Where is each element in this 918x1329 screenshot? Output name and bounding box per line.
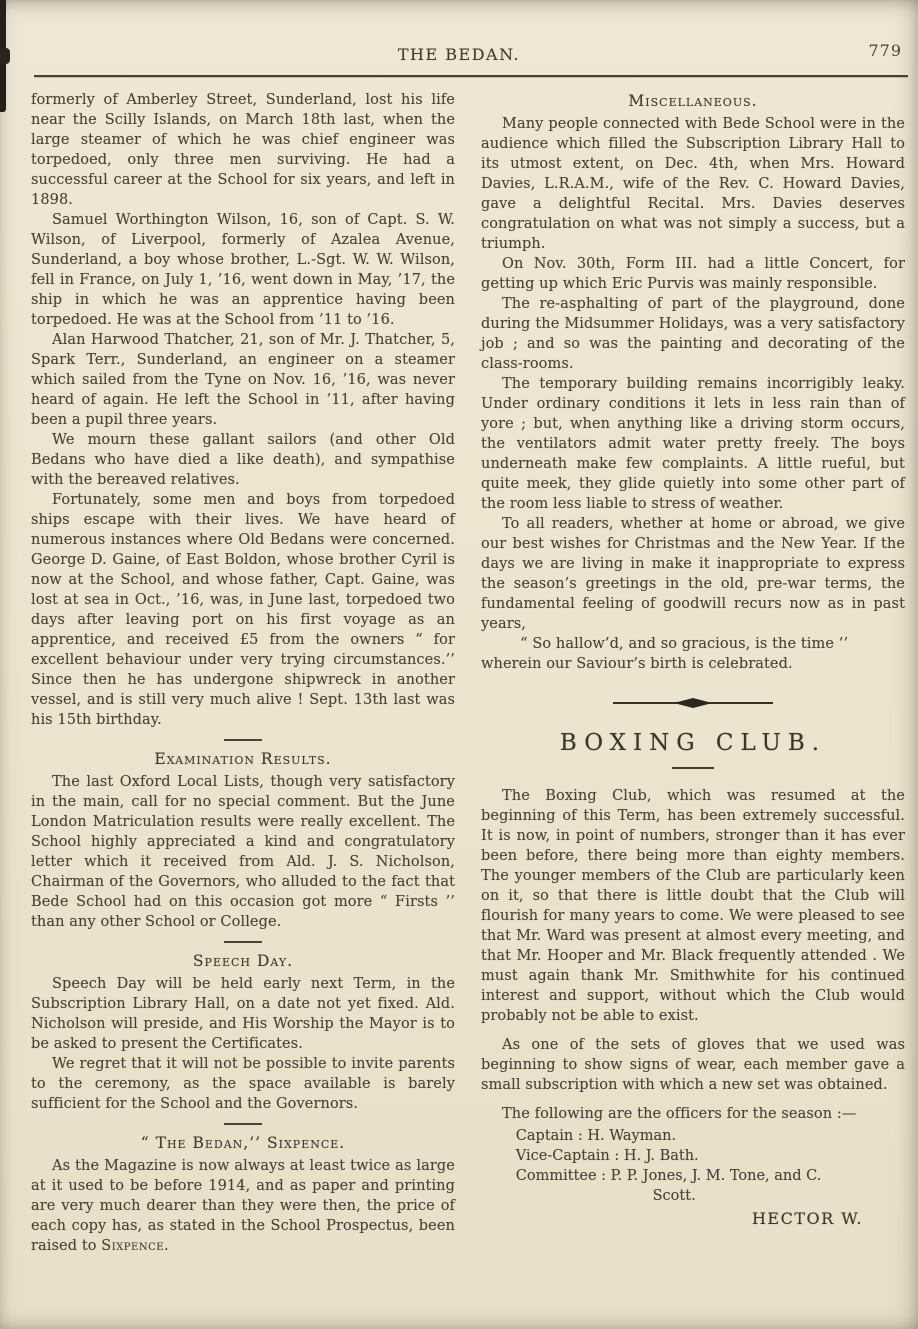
officers-list xyxy=(516,1126,905,1206)
paragraph-boxing-1: The Boxing Club, which was resumed at the beginning of this Term, has been extremely successful. It is now, in point of numbers, stronger than it has ever been before, there being more than eighty members. The younger members of the Club are particularly keen on it, so that there is little doubt that the Club will flourish for many years to come. We were pleased to see that Mr. Ward was present at almost every meeting, and that Mr. Hooper and Mr. Black frequently attended . We must again thank Mr. Smithwhite for his continued interest and support, without which the Club would probably not be able to exist. xyxy=(481,788,905,1024)
page-title: THE BEDAN. xyxy=(397,45,521,64)
paragraph-speech-day-1: Speech Day will be held early next Term, in the Subscription Library Hall, on a date not yet fixed. Ald. Nicholson will preside, and His Worship the Mayor is to be asked to present the Certificates. xyxy=(31,976,455,1052)
section-heading-bedan-sixpence: “ The Bedan,’’ Sixpence. xyxy=(140,1134,346,1152)
paragraph-sixpence xyxy=(31,1156,455,1256)
officer-committee-line2: Scott. xyxy=(652,1188,696,1204)
two-column-layout xyxy=(31,90,905,1256)
page-header xyxy=(0,0,918,63)
paragraph-obituary-continuation: formerly of Amberley Street, Sunderland, lost his life near the Scilly Islands, on March 18th last, when the large steamer of which he was chief engineer was torpedoed, only three men surviving. He had a successful career at the School for six years, and left in 1898. xyxy=(31,92,455,208)
paragraph-sixpence-text: As the Magazine is now always at least twice as large at it used to be before 1914, and as paper and printing are very much dearer than they were then, the price of each copy has, as stated in the School Prospectus, been raised to xyxy=(31,1158,455,1254)
quote-continuation: wherein our Saviour’s birth is celebrated. xyxy=(481,656,793,672)
paragraph-examination-results: The last Oxford Local Lists, though very satisfactory in the main, call for no special comment. But the June London Matriculation results were really excellent. The School highly appreciated a kind and congratulatory letter which it received from Ald. J. S. Nicholson, Chairman of the Governors, who alluded to the fact that Bede School had on this occasion got more “ Firsts ’’ than any other School or College. xyxy=(31,774,455,930)
article-title-rule xyxy=(672,767,714,769)
paragraph-fortunately: Fortunately, some men and boys from torpedoed ships escape with their lives. We have heard of numerous instances where Old Bedans were concerned. George D. Gaine, of East Boldon, whose brother Cyril is now at the School, and whose father, Capt. Gaine, was lost at sea in Oct., ’16, was, in June last, torpedoed two days after leaving port on his first voyage as an apprentice, and received £5 from the owners “ for excellent behaviour under very trying circumstances.’’ Since then he has undergone shipwreck in another vessel, and is still very much alive ! Sept. 13th last was his 15th birthday. xyxy=(31,492,455,728)
paragraph-samuel-wilson: Samuel Worthington Wilson, 16, son of Capt. S. W. Wilson, of Liverpool, formerly of Azalea Avenue, Sunderland, a boy whose brother, L.-Sgt. W. W. Wilson, fell in France, on July 1, ’16, went down in May, ’17, the ship in which he was an apprentice having been torpedoed. He was at the School from ’11 to ’16. xyxy=(31,212,455,328)
header-rule xyxy=(34,75,908,77)
paragraph-we-mourn: We mourn these gallant sailors (and other Old Bedans who have died a like death), and sympathise with the bereaved relatives. xyxy=(31,432,455,488)
left-column xyxy=(31,90,455,1256)
section-divider xyxy=(224,739,262,741)
paragraph-boxing-2: As one of the sets of gloves that we used was beginning to show signs of wear, each member gave a small subscription with which a new set was obtained. xyxy=(481,1037,905,1093)
page-number: 779 xyxy=(868,41,902,60)
paragraph-officers-intro: The following are the officers for the season :— xyxy=(502,1106,857,1122)
officer-vice-captain: Vice-Captain : H. J. Bath. xyxy=(515,1148,699,1164)
paragraph-temporary-building: The temporary building remains incorrigibly leaky. Under ordinary conditions it lets in less rain than of yore ; but, when anything like a driving storm occurs, the ventilators admit water pretty freely. The boys underneath make few complaints. A little rueful, but quite meek, they glide quietly into some other part of the room less liable to stress of weather. xyxy=(481,376,905,512)
article-title-boxing-club: BOXING CLUB. xyxy=(559,730,827,756)
section-heading-examination-results: Examination Results. xyxy=(154,750,332,768)
ornament-line-right xyxy=(707,702,773,704)
section-heading-miscellaneous: Miscellaneous. xyxy=(628,92,758,110)
ornament-line-left xyxy=(613,702,679,704)
paragraph-christmas-wishes: To all readers, whether at home or abroad, we give our best wishes for Christmas and the New Year. If the days we are living in make it inappropriate to express the season’s greetings in the old, pre-war terms, the fundamental feeling of goodwill recurs now as in past years, xyxy=(481,516,905,632)
paragraph-asphalting: The re-asphalting of part of the playground, done during the Midsummer Holidays, was a very satisfactory job ; and so was the painting and decorating of the class-rooms. xyxy=(481,296,905,372)
paragraph-recital: Many people connected with Bede School were in the audience which filled the Subscription Library Hall to its utmost extent, on Dec. 4th, when Mrs. Howard Davies, L.R.A.M., wife of the Rev. C. Howard Davies, gave a delightful Recital. Mrs. Davies deserves congratulation on what was not simply a success, but a triumph. xyxy=(481,116,905,252)
right-column xyxy=(481,90,905,1256)
paragraph-concert: On Nov. 30th, Form III. had a little Concert, for getting up which Eric Purvis was mainly responsible. xyxy=(481,256,905,292)
sixpence-smallcaps: Sixpence. xyxy=(101,1238,170,1254)
paragraph-alan-thatcher: Alan Harwood Thatcher, 21, son of Mr. J. Thatcher, 5, Spark Terr., Sunderland, an engineer on a steamer which sailed from the Tyne on Nov. 16, ’16, was never heard of again. He left the School in ’11, after having been a pupil three years. xyxy=(31,332,455,428)
ornament-divider xyxy=(613,698,773,708)
officer-captain: Captain : H. Wayman. xyxy=(515,1128,677,1144)
signature-hector-w: HECTOR W. xyxy=(751,1209,863,1228)
section-divider xyxy=(224,941,262,943)
officer-committee-line1: Committee : P. P. Jones, J. M. Tone, and C. xyxy=(515,1168,822,1184)
section-divider xyxy=(224,1123,262,1125)
section-heading-speech-day: Speech Day. xyxy=(192,952,294,970)
diamond-ornament-icon xyxy=(674,698,712,708)
quote-line: “ So hallow’d, and so gracious, is the time ’’ xyxy=(520,636,849,652)
paragraph-speech-day-2: We regret that it will not be possible to invite parents to the ceremony, as the space available is barely sufficient for the School and the Governors. xyxy=(31,1056,455,1112)
